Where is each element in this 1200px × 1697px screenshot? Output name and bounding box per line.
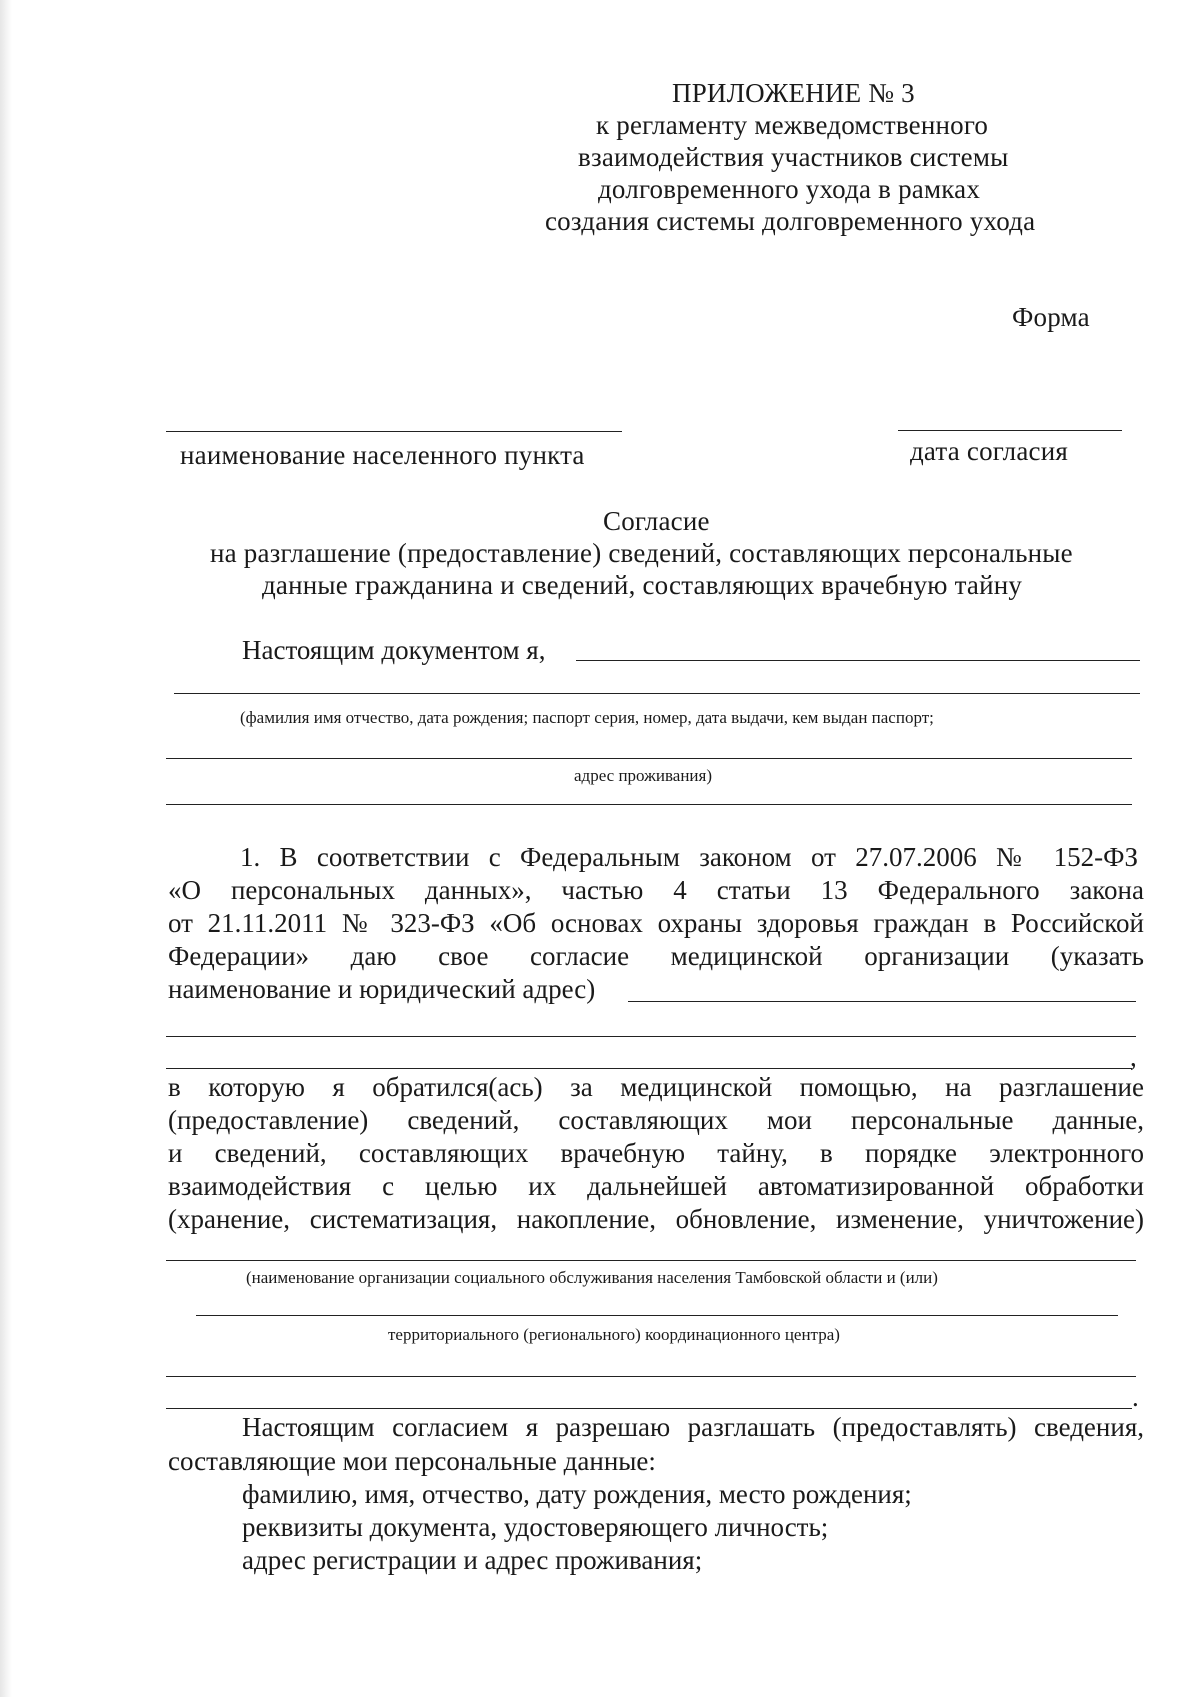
identity-intro: Настоящим документом я, <box>242 635 546 665</box>
social-org-line-4 <box>166 1408 1132 1409</box>
identity-caption-1: (фамилия имя отчество, дата рождения; паспорт серия, номер, дата выдачи, кем выдан паспорт; <box>240 708 934 727</box>
appendix-line: к регламенту межведомственного <box>596 110 989 140</box>
scan-edge <box>0 0 12 1697</box>
section1-line: «О персональных данных», частью 4 статьи 13 Федерального закона <box>168 875 1144 905</box>
org-address-comma: , <box>1130 1042 1137 1072</box>
section1-body-line: взаимодействия с целью их дальнейшей автоматизированной обработки <box>168 1171 1144 1201</box>
org-address-line-2 <box>166 1036 1136 1037</box>
identity-caption-2: адрес проживания) <box>574 766 713 785</box>
section1-line: от 21.11.2011 № 323-ФЗ «Об основах охраны здоровья граждан в Российской <box>168 908 1144 938</box>
consent-title: Согласие <box>603 506 710 536</box>
social-org-period: . <box>1132 1382 1139 1412</box>
appendix-line: взаимодействия участников системы <box>578 142 1009 172</box>
identity-line-2 <box>174 693 1140 694</box>
social-org-line-2 <box>196 1315 1118 1316</box>
appendix-line: создания системы долговременного ухода <box>545 206 1036 236</box>
section1-line: Федерации» даю свое согласие медицинской организации (указать <box>168 941 1144 971</box>
social-org-line-3 <box>166 1376 1136 1377</box>
consent-subtitle-line1: на разглашение (предоставление) сведений, составляющих персональные <box>210 538 1073 568</box>
consent-subtitle-line2: данные гражданина и сведений, составляющих врачебную тайну <box>262 570 1023 600</box>
section1-line: наименование и юридический адрес) <box>168 974 596 1004</box>
social-org-caption-2: территориального (регионального) координационного центра) <box>388 1325 840 1344</box>
appendix-title: ПРИЛОЖЕНИЕ № 3 <box>672 78 915 108</box>
form-label: Форма <box>1012 302 1090 332</box>
section1-body-line: (хранение, систематизация, накопление, обновление, изменение, уничтожение) <box>168 1204 1144 1234</box>
appendix-line: долговременного ухода в рамках <box>598 174 981 204</box>
consent-item: фамилию, имя, отчество, дату рождения, место рождения; <box>242 1479 912 1509</box>
social-org-line-1 <box>166 1260 1136 1261</box>
consent-item: реквизиты документа, удостоверяющего личность; <box>242 1512 829 1542</box>
section1-body-line: (предоставление) сведений, составляющих мои персональные данные, <box>168 1105 1144 1135</box>
locality-caption: наименование населенного пункта <box>180 440 585 470</box>
consent-item: адрес регистрации и адрес проживания; <box>242 1545 703 1575</box>
section1-body-line: в которую я обратился(ась) за медицинской помощью, на разглашение <box>168 1072 1144 1102</box>
section1-line: 1. В соответствии с Федеральным законом от 27.07.2006 № 152-ФЗ <box>240 842 1138 872</box>
date-caption: дата согласия <box>910 436 1068 466</box>
identity-line-1 <box>576 660 1140 661</box>
org-address-line-3 <box>166 1068 1132 1069</box>
identity-line-3 <box>166 758 1132 759</box>
identity-line-4 <box>166 804 1132 805</box>
consent-line: составляющие мои персональные данные: <box>168 1446 656 1476</box>
consent-line: Настоящим согласием я разрешаю разглашать (предоставлять) сведения, <box>242 1412 1144 1442</box>
social-org-caption-1: (наименование организации социального обслуживания населения Тамбовской области и (или) <box>246 1268 938 1287</box>
org-address-line-1 <box>628 1001 1136 1002</box>
date-underline <box>898 430 1122 431</box>
locality-underline <box>166 431 622 432</box>
section1-body-line: и сведений, составляющих врачебную тайну, в порядке электронного <box>168 1138 1144 1168</box>
